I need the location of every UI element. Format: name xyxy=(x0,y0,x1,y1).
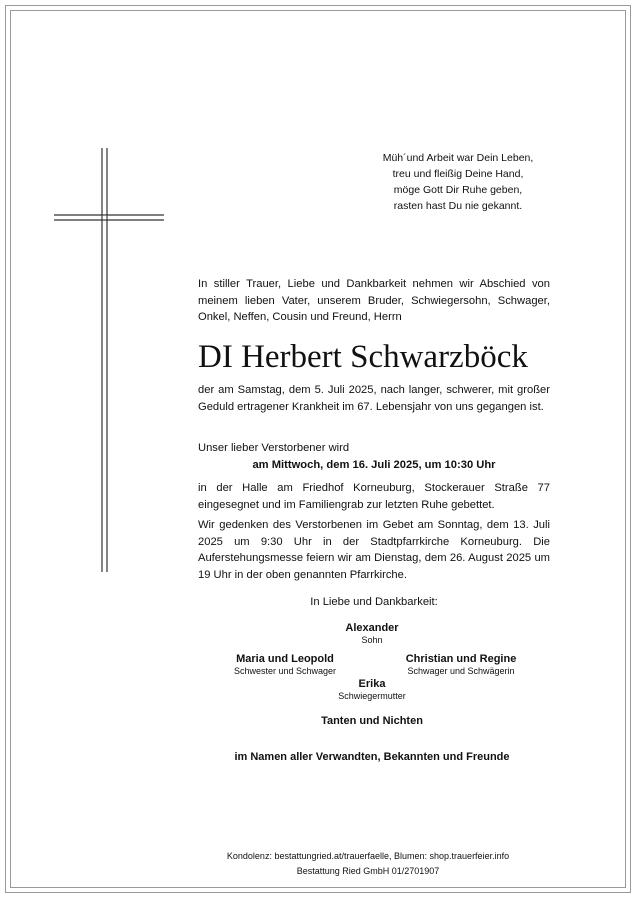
mourner-name: Christian und Regine xyxy=(405,653,517,665)
poem-line: möge Gott Dir Ruhe geben, xyxy=(393,184,523,196)
memorial-text: Wir gedenken des Verstorbenen im Gebet am Sonntag, dem 13. Juli 2025 um 9:30 Uhr in der Stadtpfarrkirche Korneuburg. Die Auferstehungsmesse feiern wir am Dienstag, dem 26. August 2025 um 19 Uhr in der oben genannten Pfarrkirche. xyxy=(198,519,550,581)
mourner-relation: Schwager und Schwägerin xyxy=(407,666,515,676)
cross-icon xyxy=(54,148,164,572)
mourner-name: Tanten und Nichten xyxy=(321,715,423,727)
intro-text: In stiller Trauer, Liebe und Dankbarkeit nehmen wir Abschied von meinem lieben Vater, unserem Bruder, Schwiegersohn, Schwager, Onkel, Neffen, Cousin und Freund, Herrn xyxy=(198,278,550,323)
mourner-relation: Sohn xyxy=(361,635,383,645)
deceased-name: DI Herbert Schwarzböck xyxy=(198,339,528,375)
funeral-place: in der Halle am Friedhof Korneuburg, Stockerauer Straße 77 eingesegnet und im Familiengrab zur letzten Ruhe gebettet. xyxy=(198,482,550,511)
mourner-name: Maria und Leopold xyxy=(236,653,334,665)
poem-line: rasten hast Du nie gekannt. xyxy=(393,200,523,212)
mourner-son xyxy=(272,622,472,646)
funeral-intro: Unser lieber Verstorbener wird xyxy=(198,442,350,454)
death-text: der am Samstag, dem 5. Juli 2025, nach langer, schwerer, mit großer Geduld ertragener Krankheit im 67. Lebensjahr von uns gegangen ist. xyxy=(198,384,550,413)
footer-condolence: Kondolenz: bestattungried.at/trauerfaelle, Blumen: shop.trauerfeier.info xyxy=(226,851,510,861)
mourner-name: Erika xyxy=(358,678,386,690)
poem-line: Müh´und Arbeit war Dein Leben, xyxy=(382,152,534,164)
mourner-name: Alexander xyxy=(345,622,399,634)
closing-line: In Liebe und Dankbarkeit: xyxy=(310,596,438,608)
funeral-date: am Mittwoch, dem 16. Juli 2025, um 10:30 Uhr xyxy=(252,459,496,471)
mourner-siblings-in-law xyxy=(361,653,561,677)
mourner-relation: Schwiegermutter xyxy=(338,691,406,701)
mourner-all xyxy=(172,751,572,764)
mourner-name: im Namen aller Verwandten, Bekannten und Freunde xyxy=(234,751,510,763)
mourner-mother-in-law xyxy=(272,678,472,702)
poem xyxy=(370,150,546,214)
mourner-siblings xyxy=(185,653,385,677)
mourner-aunts xyxy=(222,715,522,728)
mourner-relation: Schwester und Schwager xyxy=(233,666,337,676)
footer-undertaker: Bestattung Ried GmbH 01/2701907 xyxy=(296,866,440,876)
poem-line: treu und fleißig Deine Hand, xyxy=(392,168,524,180)
